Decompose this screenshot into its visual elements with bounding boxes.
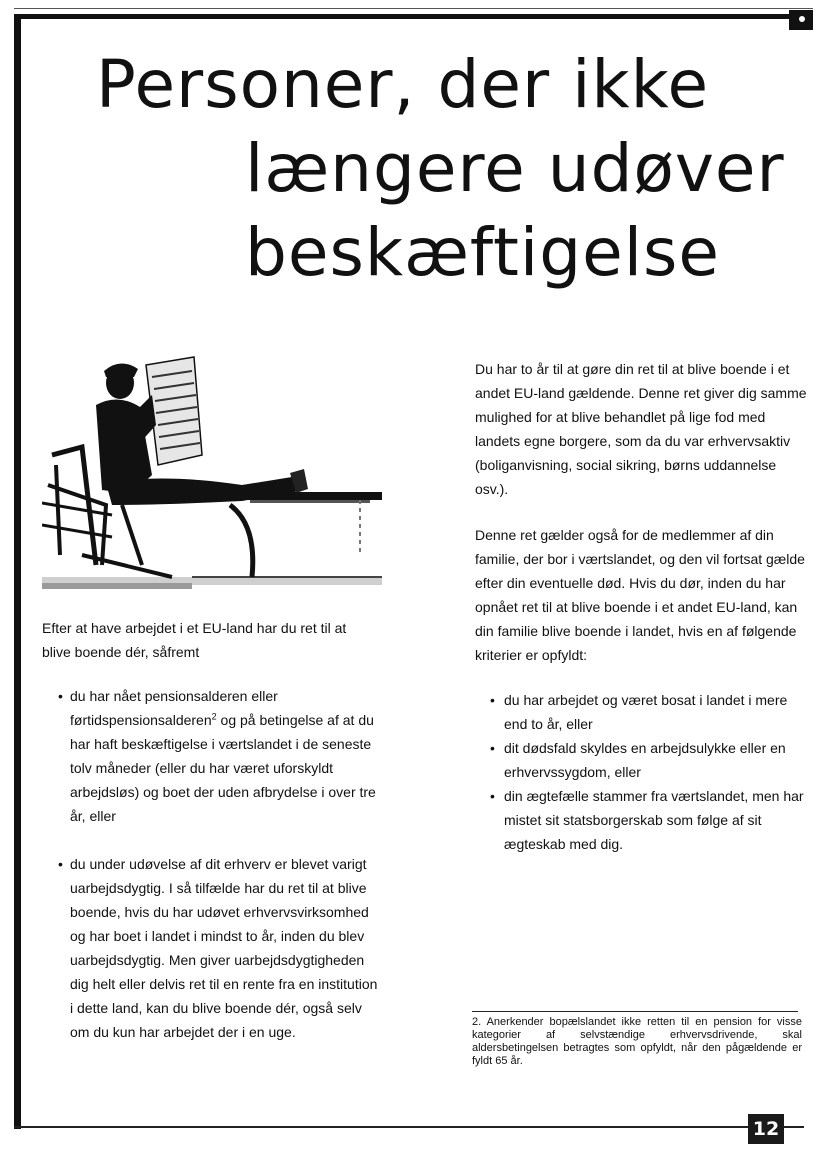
list-item: [60, 684, 380, 828]
list-item: • dit dødsfald skyldes en arbejdsulykke eller en erhvervssygdom, eller: [492, 736, 812, 784]
left-intro-paragraph: Efter at have arbejdet i et EU-land har du ret til at blive boende dér, såfremt: [42, 620, 347, 660]
list-item: • du under udøvelse af dit erhverv er blevet varigt uarbejdsdygtig. I så tilfælde har du ret til at blive boende, hvis du har udøvet erhvervsvirksomhed og har boet i landet i mindst to år, inden du blev uarbejdsdygtig. Men giver uarbejdsdygtigheden dig helt eller delvis ret til en rente fra en institution i dette land, kan du blive boende dér, også selv om du kun har arbejdet der i en uge.: [60, 852, 380, 1044]
bottom-rule: [14, 1126, 804, 1128]
page-number: 12: [748, 1114, 784, 1144]
right-criteria-list: [492, 688, 812, 856]
left-criteria-list: [60, 684, 380, 1044]
list-item: • du har arbejdet og været bosat i landet i mere end to år, eller: [492, 688, 812, 736]
footnote-rule: [472, 1011, 798, 1012]
footnote-ref: 2: [211, 711, 217, 722]
title-line-2: længere udøver: [245, 130, 785, 207]
right-paragraph-1: Du har to år til at gøre din ret til at blive boende i et andet EU-land gældende. Denne ret giver dig samme mulighed for at blive behandlet på lige fod med landets egne borgere, som da du var erhvervsaktiv (boliganvisning, social sikring, børns uddannelse osv.).: [475, 361, 807, 497]
top-rule: [14, 14, 813, 19]
right-paragraph-2: Denne ret gælder også for de medlemmer af din familie, der bor i værtslandet, og den vil fortsat gælde efter din eventuelle død. Hvis du dør, inden du har opnået ret til at blive boende i et andet EU-land, kan din familie blive boende i landet, hvis en af følgende kriterier er opfyldt:: [475, 527, 805, 663]
man-reading-newspaper-photo: [42, 355, 382, 595]
title-line-3: beskæftigelse: [245, 214, 721, 291]
footnote: 2. Anerkender bopælslandet ikke retten til en pension for visse kategorier af selvstændige erhvervsdrivende, skal aldersbetingelsen betragtes som opfyldt, når den pågældende er fyldt 65 år.: [472, 1016, 802, 1067]
top-thin-rule: [14, 8, 813, 9]
bullet-text: du har nået pensionsalderen eller førtidspensionsalderen: [70, 688, 278, 728]
bullet-text-cont: og på betingelse af at du har haft beskæftigelse i værtslandet i de seneste tolv måneder (eller du har været uforskyldt arbejdsløs) og boet der uden afbrydelse i over tre år, eller: [70, 712, 376, 824]
corner-dot-icon: [799, 16, 805, 22]
left-border-bar: [14, 14, 21, 1129]
list-item: • din ægtefælle stammer fra værtslandet, men har mistet sit statsborgerskab som følge af sit ægteskab med dig.: [492, 784, 812, 856]
title-line-1: Personer, der ikke: [96, 46, 710, 123]
